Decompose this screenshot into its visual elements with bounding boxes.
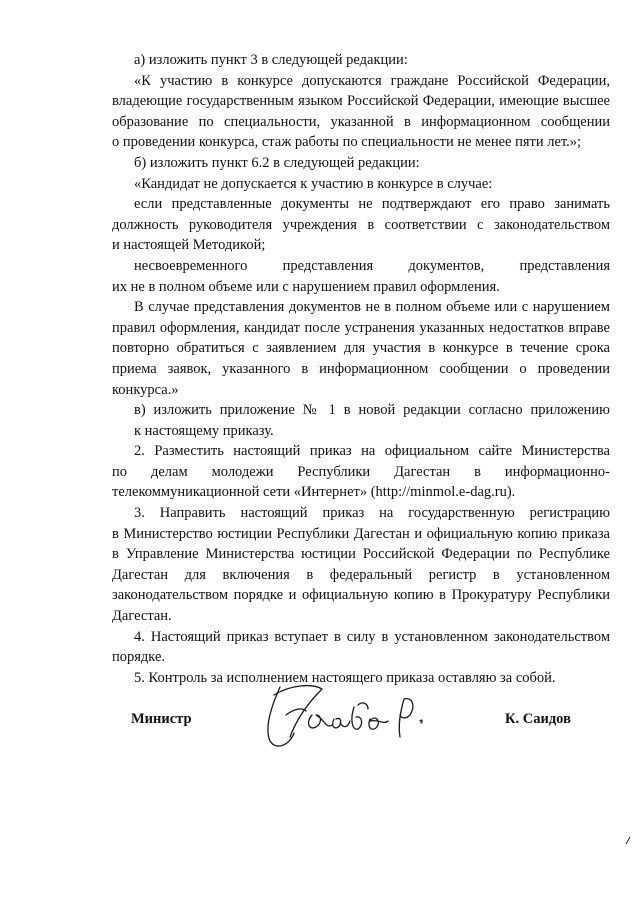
text-line: «К участию в конкурсе допускаются граждане Российской Федерации, bbox=[134, 72, 610, 89]
text-line: 4. Настоящий приказ вступает в силу в установленном законодательством bbox=[134, 628, 610, 645]
text-line: в Управление Министерства юстиции Российской Федерации по Республике bbox=[112, 546, 610, 563]
text-line: о проведении конкурса, стаж работы по специальности не менее пяти лет.»; bbox=[112, 134, 582, 151]
text-line: телекоммуникационной сети «Интернет» (http://minmol.e-dag.ru). bbox=[112, 484, 516, 501]
text-line: образование по специальности, указанной в информационном сообщении bbox=[112, 113, 610, 130]
text-line: Дагестан. bbox=[112, 608, 172, 625]
text-line: владеющие государственным языком Российской Федерации, имеющие высшее bbox=[112, 93, 610, 110]
margin-mark-icon bbox=[624, 836, 632, 846]
text-line: законодательством порядке и официальную копию в Прокуратуру Республики bbox=[112, 587, 610, 604]
text-line: приема заявок, указанного в информационном сообщении о проведении bbox=[112, 360, 610, 377]
text-line: в Министерство юстиции Республики Дагестан и официальную копию приказа bbox=[112, 525, 610, 542]
text-line: в) изложить приложение № 1 в новой редакции согласно приложению bbox=[134, 402, 610, 419]
text-line: правил оформления, кандидат после устранения указанных недостатков вправе bbox=[112, 319, 610, 336]
handwritten-signature bbox=[250, 675, 440, 755]
signature-block bbox=[0, 675, 640, 765]
text-line: повторно обратиться с заявлением для участия в конкурсе в течение срока bbox=[112, 340, 610, 357]
signatory-title: Министр bbox=[131, 711, 192, 727]
text-line: Дагестан для включения в федеральный регистр в установленном bbox=[112, 566, 610, 583]
text-line: несвоевременного представления документов, представления bbox=[134, 257, 610, 274]
text-line: к настоящему приказу. bbox=[134, 422, 274, 439]
text-line: и настоящей Методикой; bbox=[112, 237, 266, 254]
text-line: должность руководителя учреждения в соответствии с законодательством bbox=[112, 216, 610, 233]
text-line: 3. Направить настоящий приказ на государственную регистрацию bbox=[134, 505, 610, 522]
signatory-name: К. Саидов bbox=[505, 711, 571, 727]
text-line: по делам молодежи Республики Дагестан в информационно- bbox=[112, 463, 610, 480]
text-line: 5. Контроль за исполнением настоящего приказа оставляю за собой. bbox=[134, 669, 556, 686]
text-line: В случае представления документов не в полном объеме или с нарушением bbox=[134, 299, 610, 316]
text-line: «Кандидат не допускается к участию в конкурсе в случае: bbox=[134, 175, 493, 192]
text-line: а) изложить пункт 3 в следующей редакции: bbox=[134, 52, 408, 68]
document-body bbox=[112, 50, 610, 688]
text-line: если представленные документы не подтверждают его право занимать bbox=[134, 196, 610, 213]
text-line: конкурса.» bbox=[112, 381, 179, 398]
text-line: их не в полном объеме или с нарушением правил оформления. bbox=[112, 278, 500, 295]
text-line: 2. Разместить настоящий приказ на официальном сайте Министерства bbox=[134, 443, 610, 460]
text-line: порядке. bbox=[112, 649, 166, 666]
text-line: б) изложить пункт 6.2 в следующей редакции: bbox=[134, 154, 420, 171]
